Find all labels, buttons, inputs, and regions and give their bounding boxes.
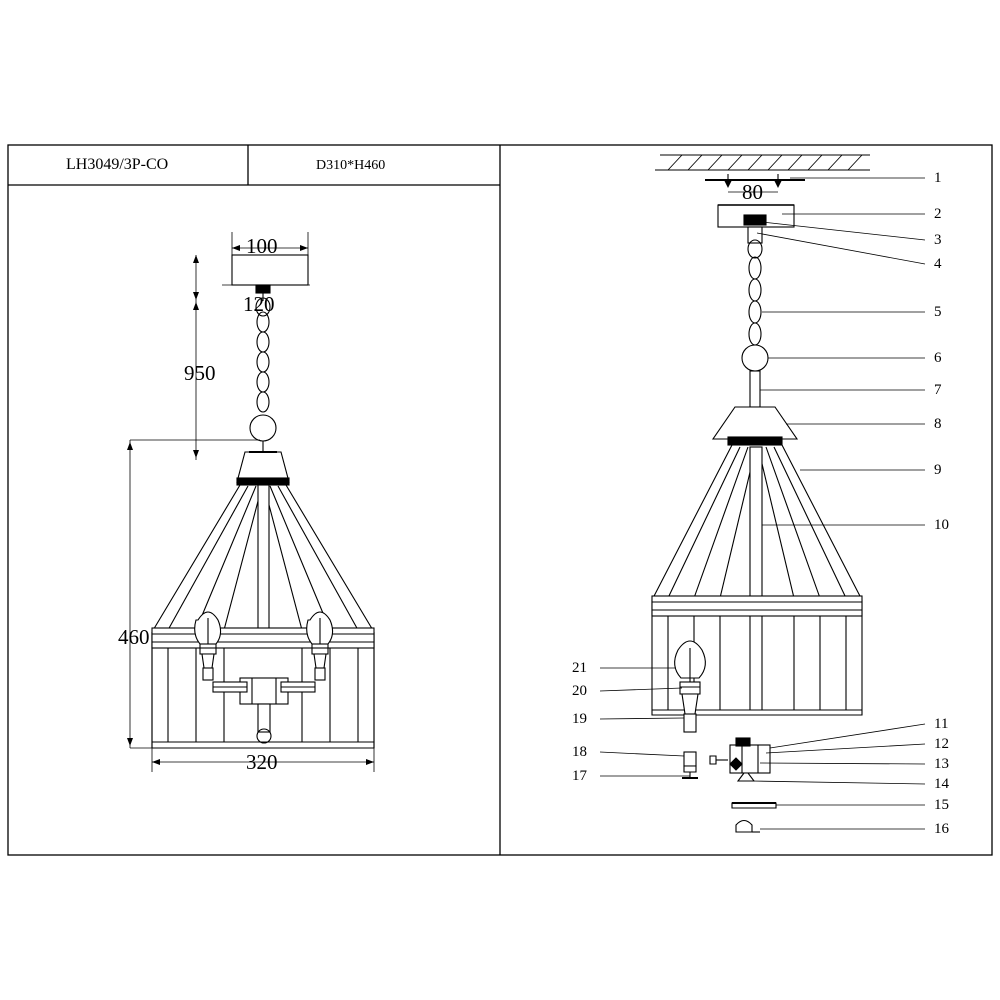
callout-4: 4: [934, 256, 942, 272]
callout-18: 18: [572, 744, 587, 760]
dimension-drop-height: 950: [184, 361, 216, 385]
dimension-mounting-plate-width: 80: [742, 180, 763, 204]
callout-13: 13: [934, 756, 949, 772]
callout-9: 9: [934, 462, 942, 478]
title-block-model: LH3049/3P-CO: [66, 156, 169, 173]
dimension-canopy-height: 120: [243, 292, 275, 316]
dimension-canopy-width: 100: [246, 234, 278, 258]
callout-3: 3: [934, 232, 942, 248]
callout-19: 19: [572, 711, 587, 727]
callout-15: 15: [934, 797, 949, 813]
callout-12: 12: [934, 736, 949, 752]
title-block-dimensions: D310*H460: [316, 158, 386, 173]
callout-16: 16: [934, 821, 949, 837]
callout-21: 21: [572, 660, 587, 676]
callout-6: 6: [934, 350, 942, 366]
callout-2: 2: [934, 206, 942, 222]
callout-14: 14: [934, 776, 949, 792]
dimension-body-width: 320: [246, 750, 278, 774]
callout-7: 7: [934, 382, 942, 398]
callout-10: 10: [934, 517, 949, 533]
callout-8: 8: [934, 416, 942, 432]
dimension-body-height: 460: [118, 625, 150, 649]
callout-5: 5: [934, 304, 942, 320]
callout-11: 11: [934, 716, 949, 732]
callout-17: 17: [572, 768, 587, 784]
callout-1: 1: [934, 170, 942, 186]
callout-20: 20: [572, 683, 587, 699]
